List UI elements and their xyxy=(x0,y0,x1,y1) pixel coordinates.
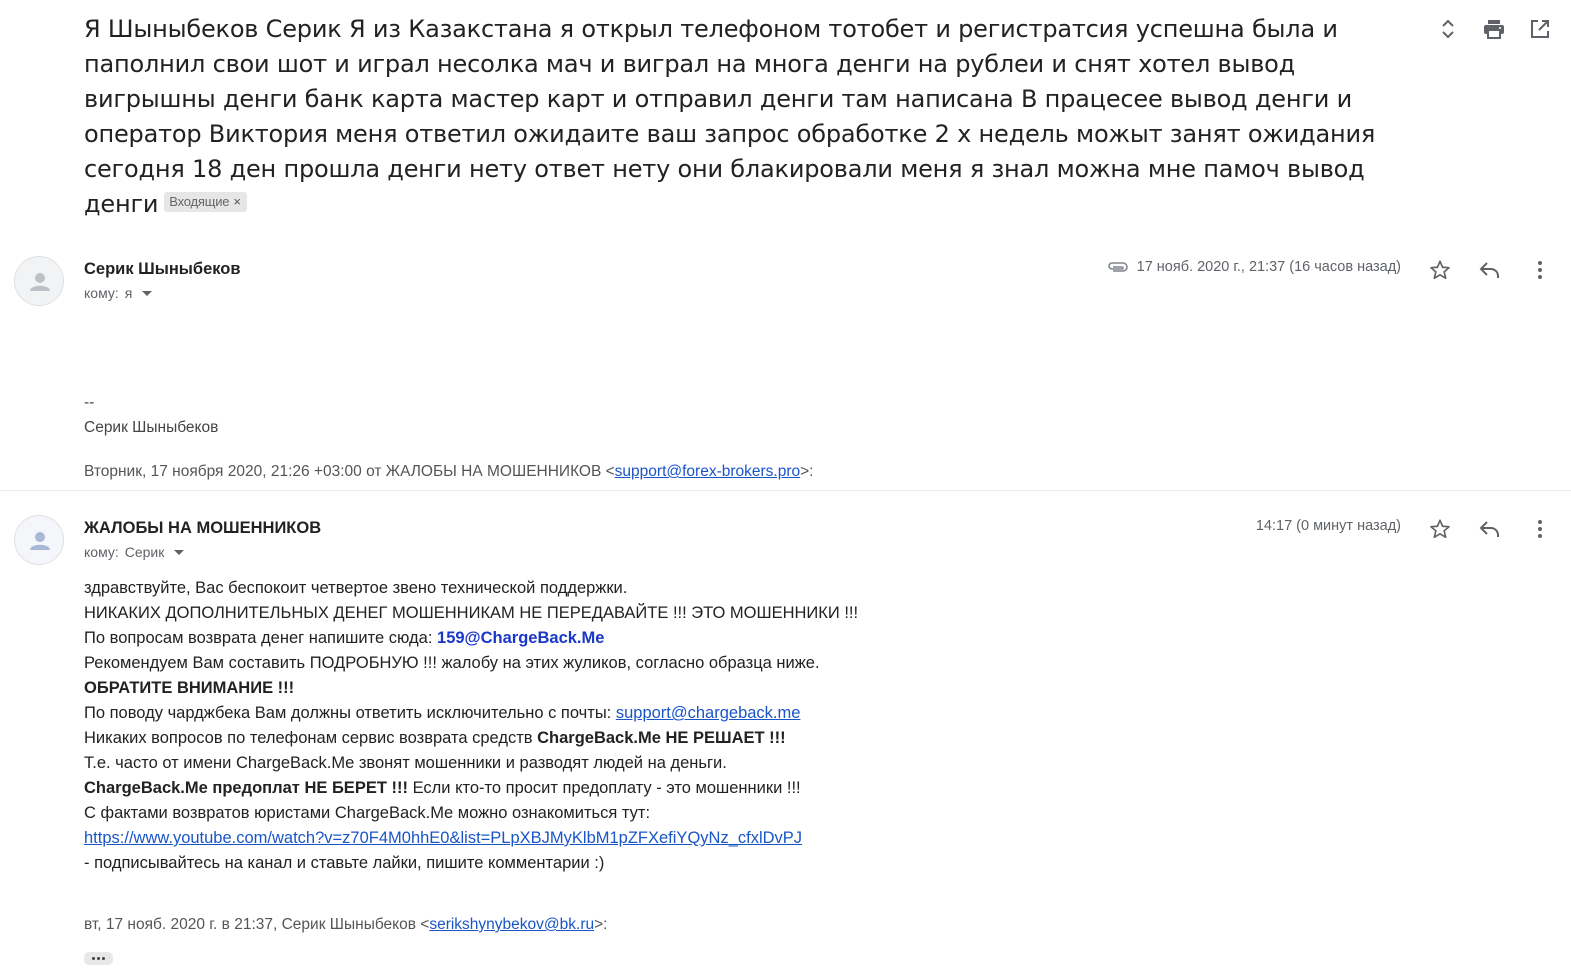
body-line: Рекомендуем Вам составить ПОДРОБНУЮ !!! жалобу на этих жуликов, согласно образца ниже. xyxy=(84,654,820,672)
recipient-name: Серик xyxy=(124,544,165,560)
signature-separator: -- xyxy=(84,394,95,411)
youtube-link[interactable]: https://www.youtube.com/watch?v=z70F4M0hhE0&list=PLpXBJMyKlbM1pZFXefiYQyNz_cfxlDvPJ xyxy=(84,829,803,847)
reply-icon[interactable] xyxy=(1477,516,1503,542)
body-line: Т.е. часто от имени ChargeBack.Me звонят мошенники и разводят людей на деньги. xyxy=(84,754,727,772)
quoted-header xyxy=(84,916,607,934)
body-text: Никаких вопросов по телефонам сервис возврата средств xyxy=(84,729,538,747)
show-details-chevron-icon[interactable] xyxy=(142,291,152,296)
message-meta xyxy=(1107,259,1401,275)
thread-toolbar xyxy=(1435,16,1553,42)
dot xyxy=(97,957,100,960)
quoted-header xyxy=(84,463,813,481)
sender-name[interactable]: ЖАЛОБЫ НА МОШЕННИКОВ xyxy=(84,519,322,537)
message-timestamp: 14:17 (0 минут назад) xyxy=(1255,518,1401,534)
default-avatar-icon xyxy=(15,257,64,306)
subject-text: Я Шыныбеков Серик Я из Казакстана я открыл телефоном тотобет и регистратсия успешна была и паполнил свои шот и играл несолка мач и виграл на многа денги на рублеи и снят хотел вывод вигрышны денги банк карта мастер карт и отправил денги там написана В працесее вывод денги и оператор Виктория меня ответил ожидаите ваш запрос обработке 2 х недель можыт занят ожидания сегодня 18 ден прошла денги нету ответ нету они блакировали меня я знал можна мне памоч вывод денги xyxy=(84,15,1376,218)
body-line: - подписывайтесь на канал и ставьте лайки, пишите комментарии :) xyxy=(84,854,605,872)
body-text: По вопросам возврата денег напишите сюда: xyxy=(84,629,438,647)
quote-email-link[interactable]: support@forex-brokers.pro xyxy=(614,463,801,480)
recipient-prefix: кому: xyxy=(84,285,119,301)
body-line xyxy=(84,626,858,651)
body-line: НИКАКИХ ДОПОЛНИТЕЛЬНЫХ ДЕНЕГ МОШЕННИКАМ НЕ ПЕРЕДАВАЙТЕ !!! ЭТО МОШЕННИКИ !!! xyxy=(84,604,859,622)
quote-intro: Вторник, 17 ноября 2020, 21:26 +03:00 от ЖАЛОБЫ НА МОШЕННИКОВ < xyxy=(84,463,615,480)
body-line xyxy=(84,776,858,801)
message-divider xyxy=(0,490,1571,491)
quote-email-link[interactable]: serikshynybekov@bk.ru xyxy=(429,916,595,933)
star-icon[interactable] xyxy=(1427,257,1453,283)
recipient-line[interactable] xyxy=(84,544,184,560)
show-trimmed-content-button[interactable] xyxy=(84,952,113,965)
recipient-name: я xyxy=(124,285,133,301)
refund-email[interactable]: 159@ChargeBack.Me xyxy=(437,629,605,647)
sender-name[interactable]: Серик Шыныбеков xyxy=(84,260,241,278)
support-email-link[interactable]: support@chargeback.me xyxy=(615,704,801,722)
quote-end: >: xyxy=(800,463,814,480)
message-meta xyxy=(1256,518,1401,534)
quote-intro: вт, 17 нояб. 2020 г. в 21:37, Серик Шыныбеков < xyxy=(84,916,430,933)
thread-subject xyxy=(84,12,1424,222)
attachment-icon xyxy=(1107,261,1129,273)
body-line: С фактами возвратов юристами ChargeBack.Me можно ознакомиться тут: xyxy=(84,804,651,822)
recipient-prefix: кому: xyxy=(84,544,119,560)
thread-header xyxy=(84,12,1424,222)
message-timestamp: 17 нояб. 2020 г., 21:37 (16 часов назад) xyxy=(1136,259,1401,275)
default-avatar-icon xyxy=(15,516,64,565)
body-line xyxy=(84,726,858,751)
quote-end: >: xyxy=(594,916,608,933)
label-chip-text: Входящие xyxy=(169,194,230,209)
avatar[interactable] xyxy=(14,515,64,565)
open-new-window-icon[interactable] xyxy=(1527,16,1553,42)
body-text: Если кто-то просит предоплату - это мошенники !!! xyxy=(407,779,801,797)
message-body xyxy=(84,576,858,876)
show-details-chevron-icon[interactable] xyxy=(174,550,184,555)
label-chip-inbox[interactable] xyxy=(164,192,246,212)
more-options-icon[interactable] xyxy=(1527,516,1553,542)
body-line xyxy=(84,701,858,726)
recipient-line[interactable] xyxy=(84,285,152,301)
body-text: По поводу чарджбека Вам должны ответить исключительно с почты: xyxy=(84,704,616,722)
body-line xyxy=(84,826,858,851)
expand-collapse-icon[interactable] xyxy=(1435,16,1461,42)
message-signature xyxy=(84,390,218,440)
body-bold: ChargeBack.Me НЕ РЕШАЕТ !!! xyxy=(537,729,786,747)
more-options-icon[interactable] xyxy=(1527,257,1553,283)
body-line: здравствуйте, Вас беспокоит четвертое звено технической поддержки. xyxy=(84,579,628,597)
body-line: ОБРАТИТЕ ВНИМАНИЕ !!! xyxy=(84,679,295,697)
dot xyxy=(102,957,105,960)
dot xyxy=(92,957,95,960)
signature-name: Серик Шыныбеков xyxy=(84,419,219,436)
print-icon[interactable] xyxy=(1481,16,1507,42)
reply-icon[interactable] xyxy=(1477,257,1503,283)
message-actions xyxy=(1427,257,1553,283)
remove-label-icon[interactable]: × xyxy=(233,194,241,209)
avatar[interactable] xyxy=(14,256,64,306)
message-actions xyxy=(1427,516,1553,542)
body-bold: ChargeBack.Me предоплат НЕ БЕРЕТ !!! xyxy=(84,779,408,797)
star-icon[interactable] xyxy=(1427,516,1453,542)
